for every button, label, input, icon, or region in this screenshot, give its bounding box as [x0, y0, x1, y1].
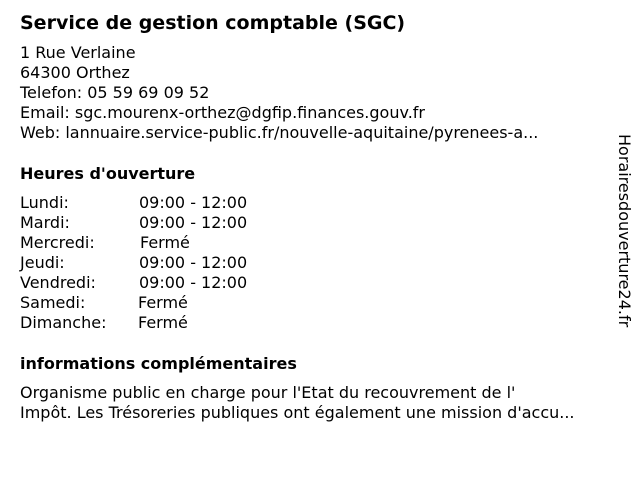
hours-row-jeudi: [20, 253, 320, 273]
info-text: [20, 383, 630, 423]
hours-row-samedi: [20, 293, 320, 313]
address-phone: Telefon: 05 59 69 09 52: [20, 83, 210, 102]
day-hours: Fermé: [138, 293, 188, 312]
hours-row-dimanche: [20, 313, 320, 333]
hours-row-lundi: [20, 193, 320, 213]
day-hours: 09:00 - 12:00: [139, 253, 248, 272]
day-label: Vendredi:: [20, 273, 96, 292]
hours-row-vendredi: [20, 273, 320, 293]
hours-table: [20, 193, 320, 333]
info-heading: informations complémentaires: [20, 354, 297, 373]
hours-row-mardi: [20, 213, 320, 233]
day-label: Dimanche:: [20, 313, 107, 332]
info-line: Impôt. Les Trésoreries publiques ont également une mission d'accu...: [20, 403, 575, 422]
day-hours: 09:00 - 12:00: [139, 213, 248, 232]
day-label: Mardi:: [20, 213, 70, 232]
info-line: Organisme public en charge pour l'Etat du recouvrement de l': [20, 383, 516, 402]
day-label: Jeudi:: [20, 253, 65, 272]
day-hours: 09:00 - 12:00: [139, 273, 248, 292]
address-street: 1 Rue Verlaine: [20, 43, 136, 62]
day-label: Lundi:: [20, 193, 69, 212]
site-watermark: Horairesdouverture24.fr: [615, 134, 634, 328]
address-email: Email: sgc.mourenx-orthez@dgfip.finances.gouv.fr: [20, 103, 425, 122]
address-block: [20, 43, 538, 143]
page-title: Service de gestion comptable (SGC): [20, 12, 406, 34]
hours-row-mercredi: [20, 233, 320, 253]
address-city: 64300 Orthez: [20, 63, 130, 82]
hours-heading: Heures d'ouverture: [20, 164, 196, 183]
address-web: Web: lannuaire.service-public.fr/nouvelle-aquitaine/pyrenees-a...: [20, 123, 539, 142]
day-label: Samedi:: [20, 293, 86, 312]
day-hours: 09:00 - 12:00: [139, 193, 248, 212]
day-label: Mercredi:: [20, 233, 95, 252]
day-hours: Fermé: [138, 313, 188, 332]
day-hours: Fermé: [140, 233, 190, 252]
